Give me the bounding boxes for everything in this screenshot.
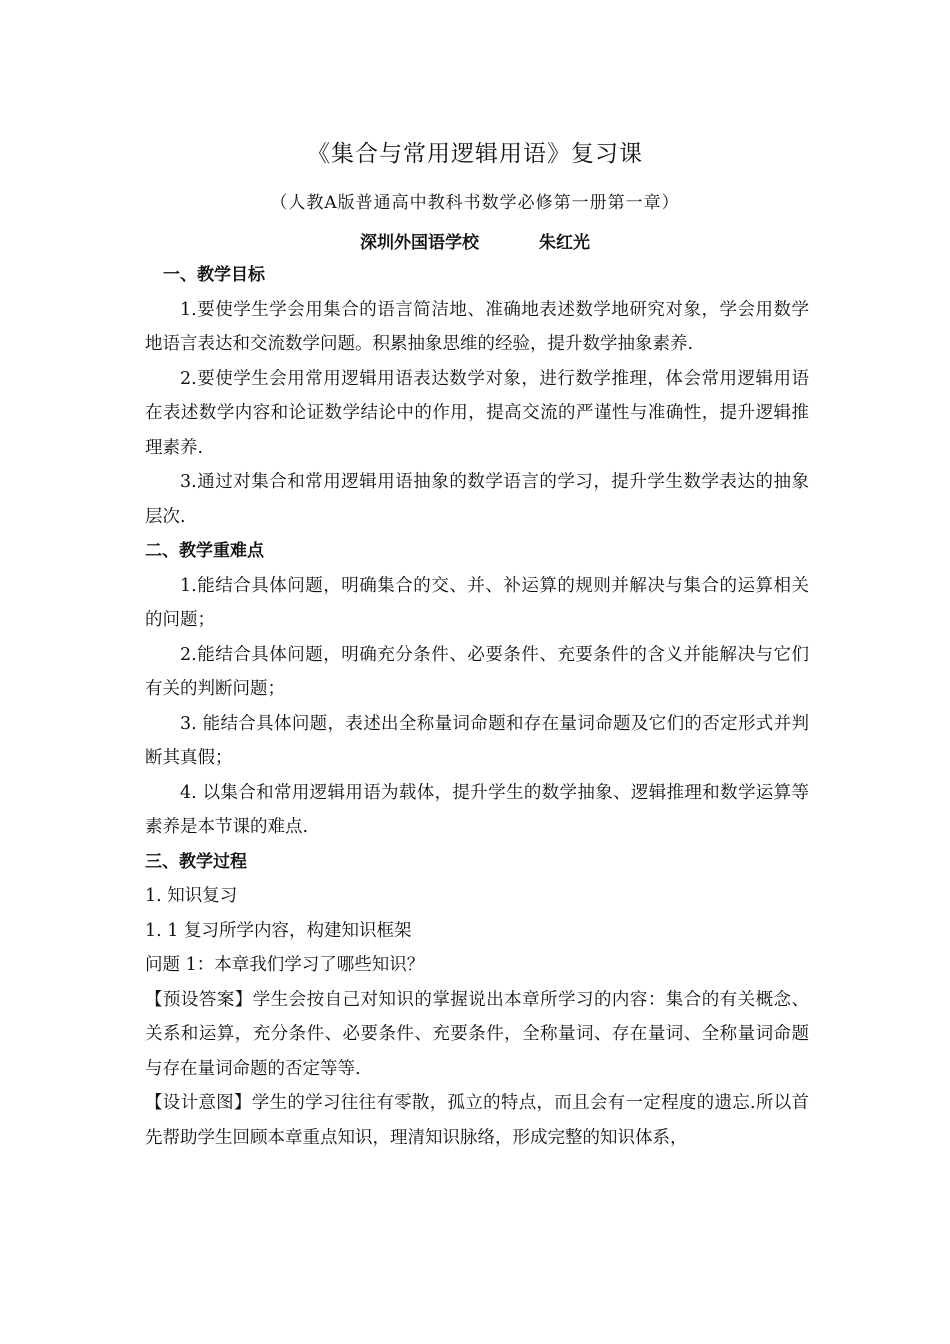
keypoint-item: 1.能结合具体问题，明确集合的交、并、补运算的规则并解决与集合的运算相关的问题； — [145, 575, 809, 630]
section-heading-process: 三、教学过程 — [145, 851, 247, 872]
keypoint-item: 2.能结合具体问题，明确充分条件、必要条件、充要条件的含义并能解决与它们有关的判断问题； — [145, 644, 809, 699]
process-line: 问题 1：本章我们学习了哪些知识？ — [145, 955, 425, 975]
keypoint-item: 4. 以集合和常用逻辑用语为载体，提升学生的数学抽象、逻辑推理和数学运算等素养是本节课的难点. — [145, 782, 809, 837]
keypoint-item: 3. 能结合具体问题，表述出全称量词命题和存在量词命题及它们的否定形式并判断其真假； — [145, 713, 809, 768]
process-line: 1. 1 复习所学内容，构建知识框架 — [145, 920, 412, 941]
author-line — [0, 228, 950, 253]
goal-item: 3.通过对集合和常用逻辑用语抽象的数学语言的学习，提升学生数学表达的抽象层次. — [145, 472, 809, 527]
section-heading-keypoints: 二、教学重难点 — [145, 541, 264, 561]
section-heading-goals: 一、教学目标 — [163, 265, 265, 285]
process-line: 1. 知识复习 — [145, 886, 238, 906]
page-title: 《集合与常用逻辑用语》复习课 — [307, 141, 643, 167]
goal-item: 1.要使学生学会用集合的语言简洁地、准确地表述数学地研究对象，学会用数学地语言表达和交流数学问题。积累抽象思维的经验，提升数学抽象素养. — [145, 299, 809, 354]
goal-item: 2.要使学生会用常用逻辑用语表达数学对象，进行数学推理，体会常用逻辑用语在表述数学内容和论证数学结论中的作用，提高交流的严谨性与准确性，提升逻辑推理素养. — [145, 368, 809, 458]
process-line: 【设计意图】学生的学习往往有零散，孤立的特点，而且会有一定程度的遗忘.所以首先帮助学生回顾本章重点知识，理清知识脉络，形成完整的知识体系， — [145, 1093, 809, 1148]
document-body — [145, 258, 809, 1155]
author-school: 深圳外国语学校 — [360, 233, 479, 253]
page-subtitle: （人教A版普通高中教科书数学必修第一册第一章） — [270, 193, 680, 213]
process-line: 【预设答案】学生会按自己对知识的掌握说出本章所学习的内容：集合的有关概念、关系和运算，充分条件、必要条件、充要条件，全称量词、存在量词、全称量词命题与存在量词命题的否定等等. — [145, 989, 809, 1079]
author-name: 朱红光 — [539, 233, 590, 253]
